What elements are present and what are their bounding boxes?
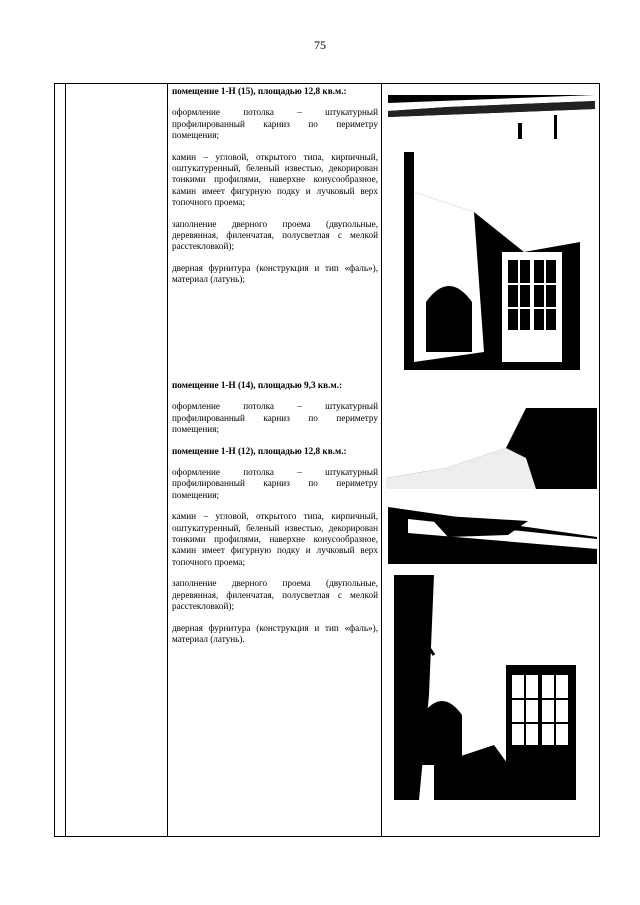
section-1-item: заполнение дверного проема (двупольные, деревянная, филенчатая, полусветлая с мелкой расстекловкой); (172, 218, 378, 252)
section-1-heading: помещение 1-Н (15), площадью 12,8 кв.м.: (172, 86, 347, 96)
section-2-heading: помещение 1-Н (14), площадью 9,3 кв.м.: (172, 380, 343, 390)
photo-ceiling-2 (386, 408, 597, 489)
section-1-text (172, 86, 378, 296)
section-3-item: заполнение дверного проема (двупольные, деревянная, филенчатая, полусветлая с мелкой расстекловкой); (172, 578, 378, 612)
photo-fireplace-door-1 (404, 152, 580, 370)
section-1-item: оформление потолка – штукатурный профилированный карниз по периметру помещения; (172, 107, 378, 141)
column-divider-2 (167, 84, 168, 836)
section-2-text (172, 380, 378, 655)
photo-ceiling-cornice-1 (388, 95, 595, 139)
section-2-item: оформление потолка – штукатурный профилированный карниз по периметру помещения; (172, 401, 378, 435)
section-3-item: камин – угловой, открытого типа, кирпичный, оштукатуренный, беленый известью, декорирован тонкими профилями, наверхне конусообразное, камин имеет фигурную подку и лучковый верх топочного проема; (172, 511, 378, 567)
section-3-item: дверная фурнитура (конструкция и тип «фаль»), материал (латунь). (172, 622, 378, 644)
section-1-item: камин – угловой, открытого типа, кирпичный, оштукатуренный, беленый известью, декорирован тонкими профилями, наверхне конусообразное, камин имеет фигурную подку и лучковый верх топочного проема; (172, 151, 378, 208)
column-divider-3 (381, 84, 382, 836)
page-number: 75 (314, 38, 326, 52)
photo-fireplace-door-2 (394, 575, 592, 800)
section-1-item: дверная фурнитура (конструкция и тип «фаль»), материал (латунь); (172, 262, 378, 285)
section-3-heading: помещение 1-Н (12), площадью 12,8 кв.м.: (172, 445, 347, 456)
photo-ceiling-cornice-2 (388, 497, 597, 564)
section-3-item: оформление потолка – штукатурный профилированный карниз по периметру помещения; (172, 467, 378, 500)
column-divider-1 (65, 84, 66, 836)
